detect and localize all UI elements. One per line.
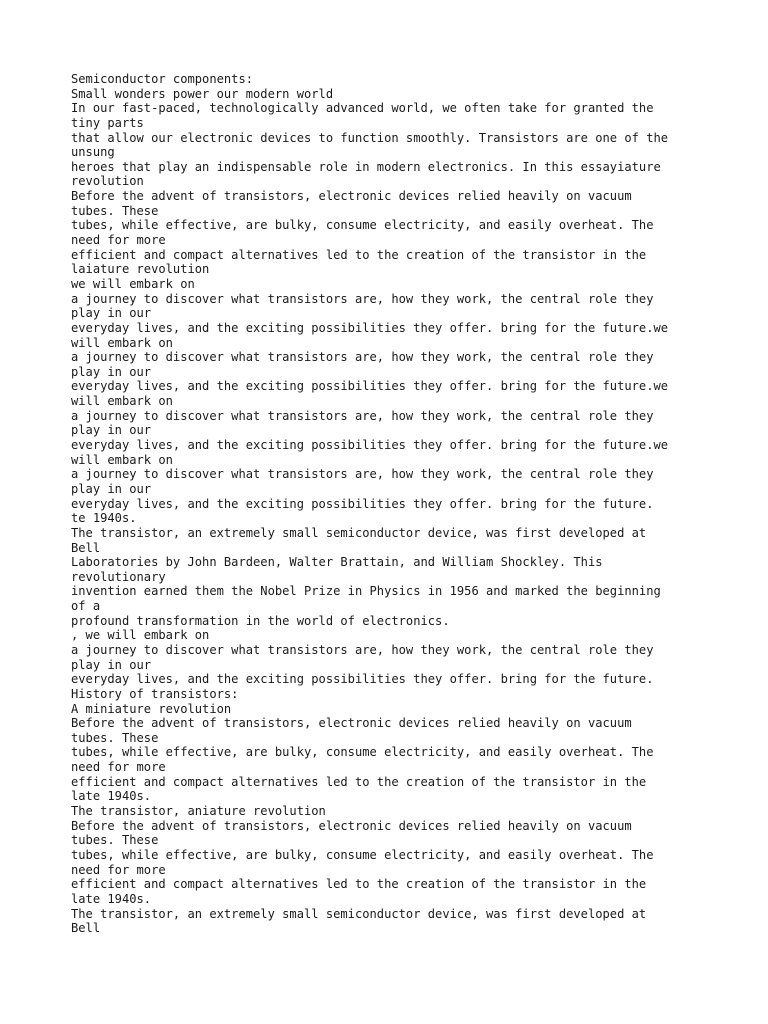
text-line: profound transformation in the world of electronics. <box>71 613 450 628</box>
text-line: tubes. These <box>71 203 159 218</box>
text-line: play in our <box>71 364 152 379</box>
text-line: late 1940s. <box>71 789 152 804</box>
text-line: tiny parts <box>71 115 144 130</box>
text-line: a journey to discover what transistors are, how they work, the central role they <box>71 467 654 482</box>
text-line: invention earned them the Nobel Prize in Physics in 1956 and marked the beginning <box>71 584 661 599</box>
text-line: , we will embark on <box>71 628 210 643</box>
document-body-text <box>71 72 711 936</box>
text-line: Before the advent of transistors, electronic devices relied heavily on vacuum <box>71 189 632 204</box>
text-line: revolutionary <box>71 569 166 584</box>
text-line: Bell <box>71 540 101 555</box>
text-line: late 1940s. <box>71 891 152 906</box>
text-line: Before the advent of transistors, electronic devices relied heavily on vacuum <box>71 818 632 833</box>
text-line: everyday lives, and the exciting possibilities they offer. bring for the future.we <box>71 320 669 335</box>
text-line: of a <box>71 599 101 614</box>
text-line: Bell <box>71 921 101 936</box>
text-line: The transistor, aniature revolution <box>71 804 326 819</box>
text-line: The transistor, an extremely small semiconductor device, was first developed at <box>71 525 647 540</box>
text-line: tubes. These <box>71 833 159 848</box>
text-line: unsung <box>71 145 115 160</box>
text-line: tubes, while effective, are bulky, consume electricity, and easily overheat. The <box>71 745 654 760</box>
text-line: play in our <box>71 306 152 321</box>
text-line: History of transistors: <box>71 686 239 701</box>
text-line: efficient and compact alternatives led to the creation of the transistor in the <box>71 247 647 262</box>
text-line: a journey to discover what transistors are, how they work, the central role they <box>71 642 654 657</box>
text-line: everyday lives, and the exciting possibilities they offer. bring for the future.we <box>71 379 669 394</box>
text-line: revolution <box>71 174 144 189</box>
text-line: Before the advent of transistors, electronic devices relied heavily on vacuum <box>71 716 632 731</box>
text-line: Laboratories by John Bardeen, Walter Brattain, and William Shockley. This <box>71 555 603 570</box>
text-line: tubes, while effective, are bulky, consume electricity, and easily overheat. The <box>71 847 654 862</box>
text-line: tubes. These <box>71 730 159 745</box>
text-line: a journey to discover what transistors are, how they work, the central role they <box>71 350 654 365</box>
text-line: In our fast-paced, technologically advanced world, we often take for granted the <box>71 101 654 116</box>
text-line: play in our <box>71 423 152 438</box>
text-line: tubes, while effective, are bulky, consume electricity, and easily overheat. The <box>71 218 654 233</box>
text-line: laiature revolution <box>71 262 210 277</box>
text-line: will embark on <box>71 335 173 350</box>
text-line: The transistor, an extremely small semiconductor device, was first developed at <box>71 906 647 921</box>
text-line: a journey to discover what transistors are, how they work, the central role they <box>71 291 654 306</box>
text-line: Semiconductor components: <box>71 72 254 86</box>
text-line: heroes that play an indispensable role in modern electronics. In this essayiature <box>71 159 661 174</box>
text-line: everyday lives, and the exciting possibilities they offer. bring for the future.we <box>71 438 669 453</box>
text-line: a journey to discover what transistors are, how they work, the central role they <box>71 408 654 423</box>
text-line: te 1940s. <box>71 511 137 526</box>
text-line: efficient and compact alternatives led to the creation of the transistor in the <box>71 774 647 789</box>
text-line: need for more <box>71 233 166 248</box>
text-line: play in our <box>71 481 152 496</box>
text-line: everyday lives, and the exciting possibilities they offer. bring for the future. <box>71 496 654 511</box>
text-line: will embark on <box>71 394 173 409</box>
text-line: efficient and compact alternatives led to the creation of the transistor in the <box>71 877 647 892</box>
text-line: play in our <box>71 657 152 672</box>
text-line: need for more <box>71 760 166 775</box>
text-line: will embark on <box>71 452 173 467</box>
text-line: that allow our electronic devices to function smoothly. Transistors are one of the <box>71 130 669 145</box>
text-line: everyday lives, and the exciting possibilities they offer. bring for the future. <box>71 672 654 687</box>
text-line: Small wonders power our modern world <box>71 86 334 101</box>
text-line: we will embark on <box>71 276 195 291</box>
text-line: need for more <box>71 862 166 877</box>
text-line: A miniature revolution <box>71 701 232 716</box>
